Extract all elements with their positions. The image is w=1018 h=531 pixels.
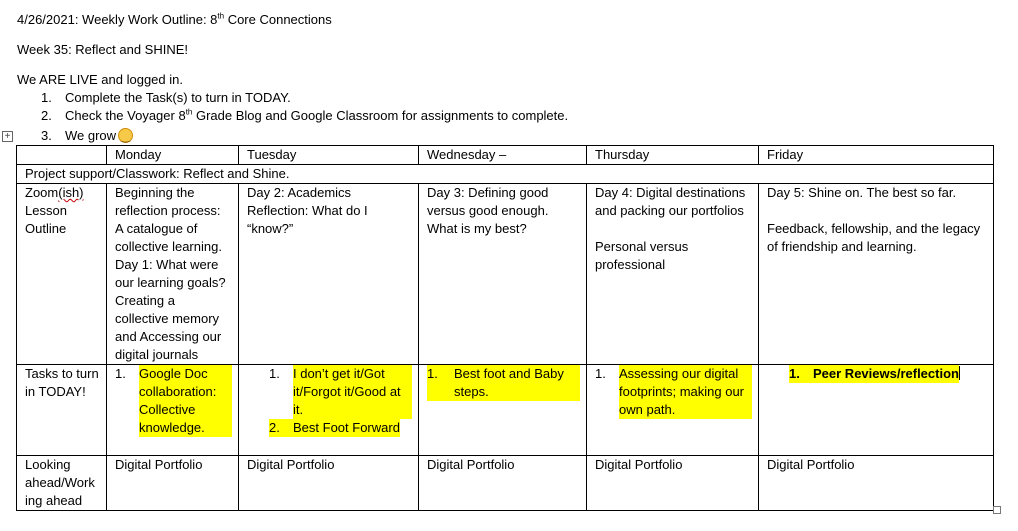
tasks-thursday: 1. Assessing our digital footprints; making our own path. <box>587 365 759 456</box>
table-resize-handle[interactable] <box>993 506 1001 514</box>
steps-list <box>41 89 568 143</box>
looking-label-cell: Looking ahead/Work ing ahead <box>17 456 107 511</box>
day-header-tuesday: Tuesday <box>239 146 419 165</box>
tasks-friday: 1. Peer Reviews/reflection <box>759 365 994 456</box>
table-move-handle-icon[interactable]: + <box>2 131 13 142</box>
project-support-cell: Project support/Classwork: Reflect and Shine. <box>17 165 994 184</box>
smiling-face-icon <box>118 128 133 143</box>
lesson-label-cell: Zoom(ish) Lesson Outline <box>17 184 107 365</box>
list-item: 2. Check the Voyager 8th Grade Blog and Google Classroom for assignments to complete. <box>41 107 569 123</box>
day-header-thursday: Thursday <box>587 146 759 165</box>
lesson-friday: Day 5: Shine on. The best so far. Feedback, fellowship, and the legacy of friendship and learning. <box>759 184 994 365</box>
lesson-wednesday: Day 3: Defining good versus good enough. What is my best? <box>419 184 587 365</box>
tasks-wednesday: 1. Best foot and Baby steps. <box>419 365 587 456</box>
document-title: 4/26/2021: Weekly Work Outline: 8th Core Connections <box>17 11 332 27</box>
day-header-monday: Monday <box>107 146 239 165</box>
looking-monday: Digital Portfolio <box>107 456 239 511</box>
table-row <box>17 365 994 456</box>
looking-thursday: Digital Portfolio <box>587 456 759 511</box>
spellcheck-mark[interactable]: (ish) <box>58 185 84 200</box>
day-header-friday: Friday <box>759 146 994 165</box>
corner-cell <box>17 146 107 165</box>
tasks-label-cell: Tasks to turn in TODAY! <box>17 365 107 456</box>
looking-friday: Digital Portfolio <box>759 456 994 511</box>
list-item: 1. Complete the Task(s) to turn in TODAY. <box>41 90 291 105</box>
looking-wednesday: Digital Portfolio <box>419 456 587 511</box>
lesson-thursday: Day 4: Digital destinations and packing our portfolios Personal versus professional <box>587 184 759 365</box>
week-heading: Week 35: Reflect and SHINE! <box>17 42 189 57</box>
day-header-wednesday: Wednesday – <box>419 146 587 165</box>
tasks-monday: 1. Google Doc collaboration: Collective knowledge. <box>107 365 239 456</box>
text-cursor <box>959 366 960 380</box>
lesson-tuesday: Day 2: Academics Reflection: What do I “know?” <box>239 184 419 365</box>
live-notice: We ARE LIVE and logged in. <box>17 72 183 87</box>
table-row <box>17 146 994 165</box>
table-row <box>17 184 994 365</box>
table-row <box>17 165 994 184</box>
lesson-monday: Beginning the reflection process: A catalogue of collective learning. Day 1: What were our learning goals? Creating a collective memory and Accessing our digital journals <box>107 184 239 365</box>
looking-tuesday: Digital Portfolio <box>239 456 419 511</box>
list-item: 3. We grow‿ <box>41 125 568 143</box>
table-row <box>17 456 994 511</box>
weekly-outline-table <box>16 145 994 511</box>
tasks-tuesday: 1. I don’t get it/Got it/Forgot it/Good at it. 2. Best Foot Forward <box>239 365 419 456</box>
